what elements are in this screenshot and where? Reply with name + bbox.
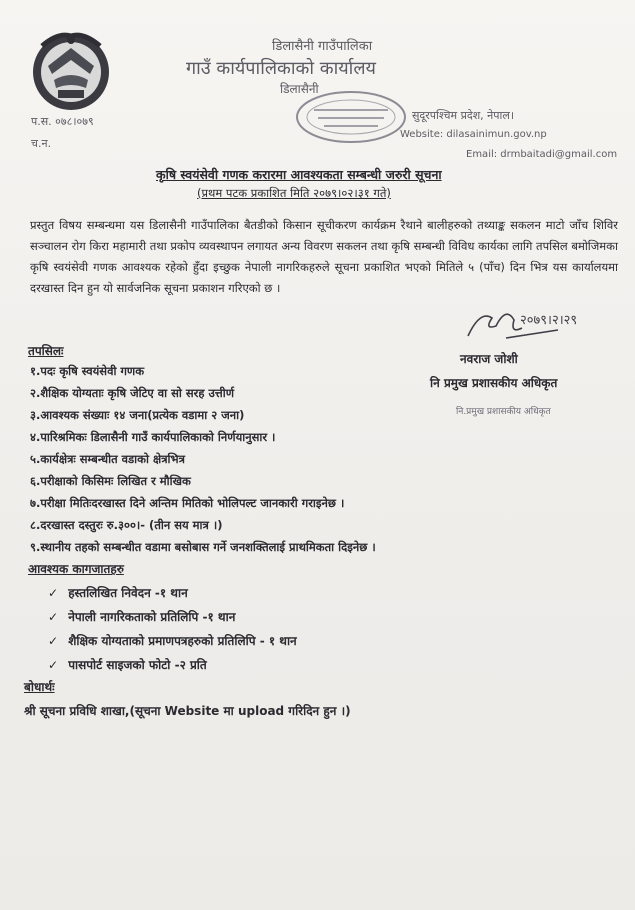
- dispatch-number: च.न.: [31, 137, 52, 150]
- cc-line: श्री सूचना प्रविधि शाखा,(सूचना Website मा upload गरिदिन हुन ।): [24, 704, 351, 718]
- handwritten-signature-icon: [462, 300, 592, 348]
- cc-heading: बोधार्थः: [24, 680, 55, 694]
- reference-number: प.स. ०७८।०७९: [31, 115, 94, 128]
- office-location: डिलासैनी: [280, 82, 319, 96]
- website-text: Website: dilasainimun.gov.np: [400, 129, 547, 140]
- document-item-text: नेपाली नागरिकताको प्रतिलिपि -१ थान: [68, 610, 236, 624]
- details-item: ९.स्थानीय तहको सम्बन्धीत वडामा बसोबास गर्ने जनशक्तिलाई प्राथमिकता दिइनेछ ।: [30, 540, 376, 554]
- details-item: ५.कार्यक्षेत्रः सम्बन्धीत वडाको क्षेत्रभित्र: [30, 452, 185, 466]
- document-item: [48, 584, 188, 601]
- checkmark-icon: ✓: [48, 586, 59, 600]
- office-name: गाउँ कार्यपालिकाको कार्यालय: [186, 58, 376, 79]
- details-item: २.शैक्षिक योग्यताः कृषि जेटिए वा सो सरह उत्तीर्ण: [30, 386, 235, 400]
- details-item: ७.परीक्षा मितिःदरखास्त दिने अन्तिम मितिको भोलिपल्ट जानकारी गराइनेछ ।: [30, 496, 345, 510]
- province-text: सुदूरपश्चिम प्रदेश, नेपाल।: [412, 109, 515, 122]
- documents-heading: आवश्यक कागजातहरु: [28, 562, 124, 576]
- signatory-name: नवराज जोशी: [460, 352, 518, 366]
- document-item-text: शैक्षिक योग्यताको प्रमाणपत्रहरुको प्रतिलिपि - १ थान: [68, 634, 297, 648]
- details-item: ४.पारिश्रमिकः डिलासैनी गाउँ कार्यपालिकाको निर्णयानुसार ।: [30, 430, 276, 444]
- nepal-emblem-icon: [28, 26, 114, 114]
- document-item: [48, 656, 207, 673]
- signature-date: २०७९।२।२९: [520, 313, 578, 328]
- notice-body: प्रस्तुत विषय सम्बन्धमा यस डिलासैनी गाउँपालिका बैतडीको किसान सूचीकरण कार्यक्रम रैथाने बालीहरुको तथ्याङ्क सकलन माटो जाँच शिविर सञ्चालन रोग किरा महामारी तथा प्रकोप व्यवस्थापन लगायत अन्य विवरण सकलन तथा कृषि सम्बन्धी विविध कार्यका लागि तपसिल बमोजिमका कृषि स्वयंसेवी गणक आवश्यक रहेको हुँदा इच्छुक नेपाली नागरिकहरुले सूचना प्रकाशित भएको मितिले ५ (पाँच) दिन भित्र यस कार्यालयमा दरखास्त दिन हुन यो सार्वजनिक सूचना प्रकाशन गरिएको छ ।: [30, 218, 618, 295]
- office-stamp-icon: [292, 88, 410, 146]
- checkmark-icon: ✓: [48, 658, 59, 672]
- details-item: १.पदः कृषि स्वयंसेवी गणक: [30, 364, 145, 378]
- document-item-text: पासपोर्ट साइजको फोटो -२ प्रति: [68, 658, 207, 672]
- details-heading: तपसिलः: [28, 344, 64, 358]
- notice-title: कृषि स्वयंसेवी गणक करारमा आवश्यकता सम्बन्धी जरुरी सूचना: [156, 167, 442, 182]
- document-item-text: हस्तलिखित निवेदन -१ थान: [68, 586, 188, 600]
- details-item: ६.परीक्षाको किसिमः लिखित र मौखिक: [30, 474, 191, 488]
- municipality-name: डिलासैनी गाउँपालिका: [272, 39, 373, 54]
- email-text: Email: drmbaitadi@gmail.com: [466, 149, 618, 160]
- designation-stamp: नि.प्रमुख प्रशासकीय अधिकृत: [456, 407, 551, 417]
- checkmark-icon: ✓: [48, 634, 59, 648]
- document-item: [48, 608, 235, 625]
- signatory-designation: नि प्रमुख प्रशासकीय अधिकृत: [430, 376, 558, 390]
- details-item: ८.दरखास्त दस्तुरः रु.३००।- (तीन सय मात्र ।): [30, 518, 223, 532]
- details-item: ३.आवश्यक संख्याः १४ जना(प्रत्येक वडामा २ जना): [30, 408, 245, 422]
- checkmark-icon: ✓: [48, 610, 59, 624]
- notice-subtitle: (प्रथम पटक प्रकाशित मिति २०७९।०२।३१ गते): [197, 186, 391, 200]
- document-item: [48, 632, 297, 649]
